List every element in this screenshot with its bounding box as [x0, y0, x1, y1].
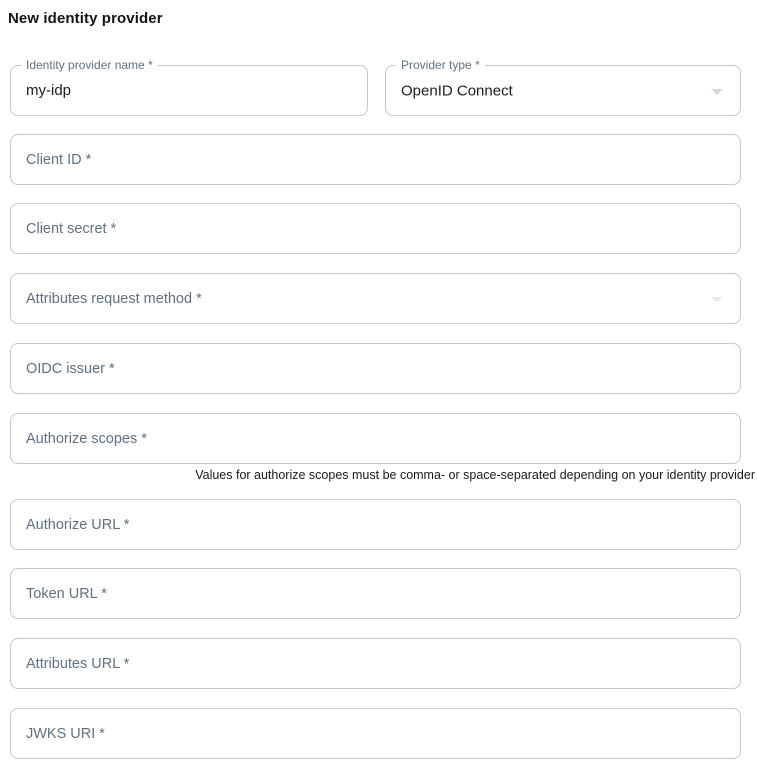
attributes-url-field[interactable]: [10, 638, 741, 689]
token-url-input[interactable]: [26, 569, 710, 618]
authorize-scopes-field[interactable]: [10, 413, 741, 464]
chevron-down-icon: [711, 89, 723, 95]
provider-type-select[interactable]: [385, 58, 741, 116]
authorize-scopes-helper-text: Values for authorize scopes must be comma- or space-separated depending on your identity provider: [195, 468, 755, 482]
oidc-issuer-field[interactable]: [10, 343, 741, 394]
authorize-scopes-input[interactable]: [26, 414, 710, 463]
identity-provider-name-label: Identity provider name *: [21, 58, 158, 73]
client-id-input[interactable]: [26, 135, 710, 184]
client-secret-input[interactable]: [26, 204, 710, 253]
identity-provider-name-input[interactable]: [26, 66, 337, 115]
attributes-request-method-select[interactable]: [10, 273, 741, 324]
attributes-request-method-label: Attributes request method *: [26, 290, 202, 307]
client-id-field[interactable]: [10, 134, 741, 185]
page-title: New identity provider: [8, 10, 163, 27]
authorize-url-field[interactable]: [10, 499, 741, 550]
jwks-uri-input[interactable]: [26, 709, 710, 758]
provider-type-value: OpenID Connect: [401, 82, 513, 99]
identity-provider-name-field[interactable]: [10, 58, 368, 116]
jwks-uri-field[interactable]: [10, 708, 741, 759]
token-url-field[interactable]: [10, 568, 741, 619]
attributes-url-input[interactable]: [26, 639, 710, 688]
provider-type-label: Provider type *: [396, 58, 485, 73]
chevron-down-icon: [711, 297, 723, 303]
authorize-url-input[interactable]: [26, 500, 710, 549]
client-secret-field[interactable]: [10, 203, 741, 254]
oidc-issuer-input[interactable]: [26, 344, 710, 393]
